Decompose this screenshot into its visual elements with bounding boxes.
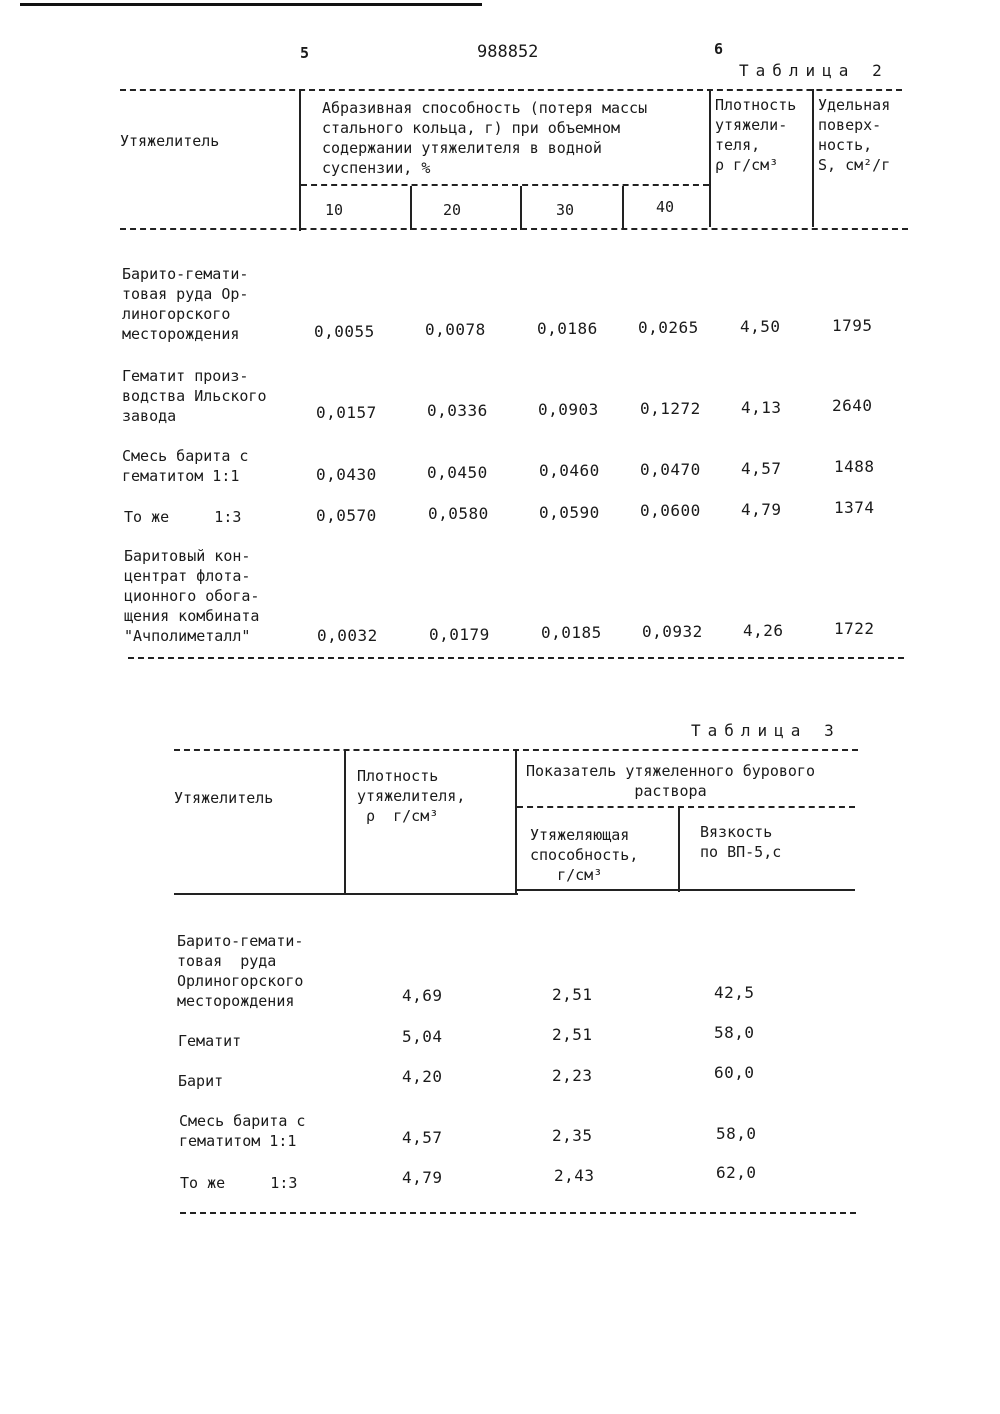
table2-header-volume-30: 30	[556, 201, 575, 219]
table3-header-viscosity: Вязкость по ВП-5,с	[700, 823, 782, 861]
table2-cell-surface: 1722	[834, 619, 875, 638]
page-number-left: 5	[300, 44, 310, 62]
table2-cell-v20: 0,0078	[425, 320, 486, 339]
table2-cell-v10: 0,0055	[314, 322, 375, 341]
table2-cell-density: 4,13	[741, 398, 782, 417]
table3-divider	[678, 808, 680, 892]
table2-divider	[520, 186, 522, 230]
table3-row-name: Барито-гемати- товая руда Орлиногорского месторождения	[177, 932, 304, 1010]
table2-bottom-rule	[128, 657, 904, 659]
table3-header-indicator: Показатель утяжеленного бурового раствора	[526, 762, 815, 800]
table2-cell-v20: 0,0336	[427, 401, 488, 420]
table3-row-name: Гематит	[178, 1032, 242, 1050]
table2-cell-surface: 2640	[832, 396, 873, 415]
table2-cell-v30: 0,0186	[537, 319, 598, 338]
table2-row-name: Барито-гемати- товая руда Ор- линогорского месторождения	[122, 265, 249, 343]
table2-header-weighting-agent: Утяжелитель	[120, 132, 220, 150]
table3-bottom-rule	[180, 1212, 856, 1214]
table3-header-weighting-capacity: Утяжеляющая способность, г/см³	[530, 826, 639, 884]
table3-header-weighting-agent: Утяжелитель	[174, 789, 274, 807]
table2-cell-density: 4,79	[741, 500, 782, 519]
table2-cell-v40: 0,0265	[638, 318, 699, 337]
table3-cell-density: 4,20	[402, 1067, 443, 1086]
table3-cell-density: 4,79	[402, 1168, 443, 1187]
table3-cell-capacity: 2,43	[554, 1166, 595, 1185]
table2-divider	[410, 186, 412, 230]
table2-subheader-rule	[301, 184, 709, 186]
table3-header-rule	[517, 889, 855, 891]
table2-row-name: Смесь барита с гематитом 1:1	[122, 447, 249, 485]
table2-cell-v10: 0,0157	[316, 403, 377, 422]
table2-row-name: Баритовый кон- центрат флота- ционного обога- щения комбината "Ачполиметалл"	[124, 547, 260, 645]
table2-top-rule	[120, 89, 902, 91]
table2-cell-density: 4,57	[741, 459, 782, 478]
table3-cell-density: 5,04	[402, 1027, 443, 1046]
table3-cell-viscosity: 58,0	[716, 1124, 757, 1143]
table2-cell-v30: 0,0590	[539, 503, 600, 522]
table2-divider	[299, 89, 301, 231]
table3-cell-density: 4,69	[402, 986, 443, 1005]
table3-divider	[515, 749, 517, 893]
table3-cell-capacity: 2,23	[552, 1066, 593, 1085]
table2-header-volume-10: 10	[325, 201, 344, 219]
table2-header-surface: Удельная поверх- ность, S, см²/г	[818, 96, 891, 174]
table3-cell-capacity: 2,51	[552, 985, 593, 1004]
table2-cell-v10: 0,0570	[316, 506, 377, 525]
table2-cell-v40: 0,0600	[640, 501, 701, 520]
table2-row-name: То же 1:3	[124, 508, 242, 526]
table2-divider	[812, 89, 814, 227]
table2-cell-v30: 0,0185	[541, 623, 602, 642]
patent-number: 988852	[477, 42, 539, 62]
table2-cell-surface: 1488	[834, 457, 875, 476]
table3-cell-viscosity: 62,0	[716, 1163, 757, 1182]
page-number-right: 6	[714, 40, 724, 58]
table2-cell-density: 4,50	[740, 317, 781, 336]
table2-cell-v40: 0,1272	[640, 399, 701, 418]
table2-cell-v20: 0,0179	[429, 625, 490, 644]
table2-cell-surface: 1374	[834, 498, 875, 517]
table2-cell-v40: 0,0932	[642, 622, 703, 641]
table3-cell-viscosity: 58,0	[714, 1023, 755, 1042]
table3-row-name: Барит	[178, 1072, 224, 1090]
table3-row-name: То же 1:3	[180, 1174, 298, 1192]
table2-header-rule	[120, 228, 908, 230]
table3-row-name: Смесь барита с гематитом 1:1	[179, 1112, 306, 1150]
table2-cell-v40: 0,0470	[640, 460, 701, 479]
table2-cell-v30: 0,0460	[539, 461, 600, 480]
table2-cell-v10: 0,0032	[317, 626, 378, 645]
table3-cell-density: 4,57	[402, 1128, 443, 1147]
table2-header-density: Плотность утяжели- теля, ρ г/см³	[715, 96, 797, 174]
table3-caption: Таблица 3	[691, 721, 841, 740]
table3-cell-viscosity: 60,0	[714, 1063, 755, 1082]
table2-divider	[622, 186, 624, 230]
table2-cell-v20: 0,0580	[428, 504, 489, 523]
table2-header-abrasive: Абразивная способность (потеря массы стального кольца, г) при объемном содержании утяжелителя в водной суспензии, %	[322, 99, 648, 177]
table2-cell-surface: 1795	[832, 316, 873, 335]
table2-caption: Таблица 2	[739, 61, 889, 80]
table2-header-volume-40: 40	[656, 198, 675, 216]
table2-divider	[709, 89, 711, 227]
table3-divider	[344, 749, 346, 895]
table3-header-rule	[174, 893, 518, 895]
table3-cell-viscosity: 42,5	[714, 983, 755, 1002]
table3-subheader-rule	[517, 806, 855, 808]
table2-cell-v20: 0,0450	[427, 463, 488, 482]
table2-cell-v10: 0,0430	[316, 465, 377, 484]
top-rule	[20, 3, 482, 6]
table2-cell-density: 4,26	[743, 621, 784, 640]
table3-header-density: Плотность утяжелителя, ρ г/см³	[357, 767, 466, 825]
table2-header-volume-20: 20	[443, 201, 462, 219]
table2-cell-v30: 0,0903	[538, 400, 599, 419]
table3-cell-capacity: 2,35	[552, 1126, 593, 1145]
table2-row-name: Гематит произ- водства Ильского завода	[122, 367, 267, 425]
table3-cell-capacity: 2,51	[552, 1025, 593, 1044]
